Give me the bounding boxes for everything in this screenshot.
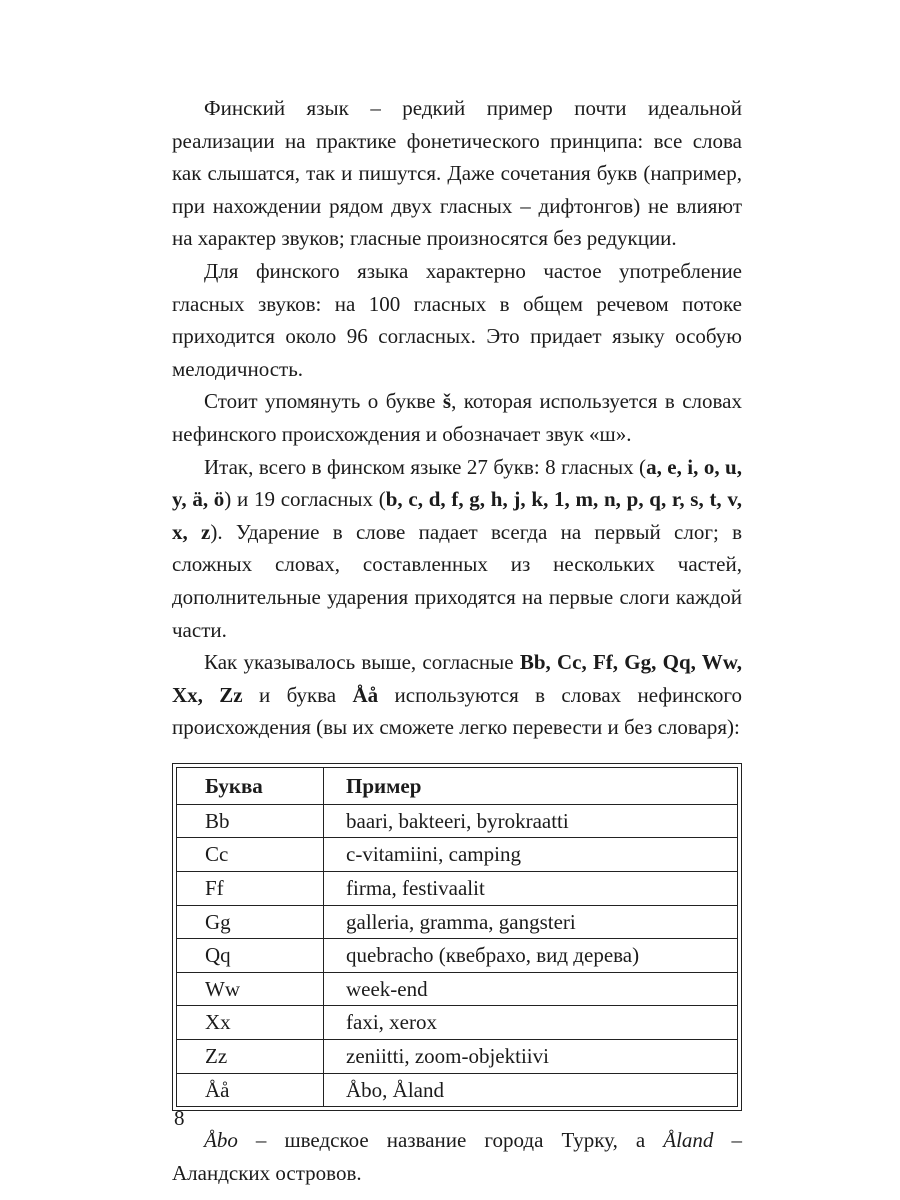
table-header-row [176, 767, 738, 805]
letter-sh: š [442, 389, 452, 414]
example-cell: week-end [324, 973, 738, 1007]
text-fragment: Стоит упомянуть о букве [204, 389, 443, 414]
table-row [176, 872, 738, 906]
header-example: Пример [324, 767, 738, 805]
table-row [176, 939, 738, 973]
paragraph-alphabet [172, 451, 742, 647]
example-cell: Åbo, Åland [324, 1074, 738, 1108]
table-row [176, 973, 738, 1007]
paragraph-foreign-letters [172, 646, 742, 744]
vowel-list: a, e, i, o, u, y, ä, ö [172, 454, 742, 512]
example-cell: galleria, gramma, gangsteri [324, 906, 738, 940]
letter-cell: Ww [176, 973, 324, 1007]
foreign-letter-list: Bb, Cc, Ff, Gg, Qq, Ww, Xx, Zz [172, 650, 742, 707]
letter-cell: Gg [176, 906, 324, 940]
paragraph-letter-sh [172, 385, 742, 450]
table-row [176, 906, 738, 940]
text-fragment: Как указывалось выше, согласные [204, 650, 520, 675]
example-cell: quebracho (квебрахо, вид дерева) [324, 939, 738, 973]
term-abo: Åbo [204, 1128, 238, 1153]
paragraph-vowels: Для финского языка характерно частое употребление гласных звуков: на 100 гласных в общем речевом потоке приходится около 96 согласных. Это придает языку особую мелодичность. [172, 258, 742, 381]
term-aland: Åland [663, 1128, 714, 1153]
text-fragment: ). Ударение в слове падает всегда на первый слог; в сложных словах, составленных из нескольких частей, дополнительные ударения приходятся на первые слоги каждой части. [172, 519, 742, 642]
paragraph-intro: Финский язык – редкий пример почти идеальной реализации на практике фонетического принципа: все слова как слышатся, так и пишутся. Даже сочетания букв (например, при нахождении рядом двух гласных – дифтонгов) не влияют на характер звуков; гласные произносятся без редукции. [172, 96, 742, 251]
letter-cell: Qq [176, 939, 324, 973]
page-number: 8 [174, 1106, 185, 1130]
letter-cell: Cc [176, 838, 324, 872]
text-fragment: – шведское название города Турку, а [237, 1128, 664, 1153]
header-letter: Буква [176, 767, 324, 805]
example-cell: firma, festivaalit [324, 872, 738, 906]
text-fragment: используются в словах нефинского происхождения (вы их сможете легко перевести и без словаря): [172, 682, 742, 740]
consonant-list: b, c, d, f, g, h, j, k, 1, m, n, p, q, r, s, t, v, x, z [172, 487, 743, 544]
letter-cell: Xx [176, 1006, 324, 1040]
example-cell: faxi, xerox [324, 1006, 738, 1040]
letter-cell: Åå [176, 1074, 324, 1108]
text-fragment: ) и 19 согласных ( [224, 487, 386, 512]
footnote-paragraph [172, 1124, 742, 1189]
table-row [176, 805, 738, 839]
table-row [176, 1074, 738, 1108]
table-row [176, 1006, 738, 1040]
text-fragment: – Аландских островов. [172, 1128, 743, 1185]
table-row [176, 838, 738, 872]
text-fragment: Итак, всего в финском языке 27 букв: 8 гласных ( [204, 454, 647, 479]
text-fragment: и буква [242, 682, 353, 707]
table-row [176, 1040, 738, 1074]
example-cell: c-vitamiini, camping [324, 838, 738, 872]
letter-a-ring: Åå [352, 682, 379, 707]
letter-cell: Bb [176, 805, 324, 839]
page-body [172, 92, 742, 1189]
example-cell: baari, bakteeri, byrokraatti [324, 805, 738, 839]
text-fragment: , которая используется в словах нефинского происхождения и обозначает звук «ш». [172, 389, 742, 446]
letter-cell: Ff [176, 872, 324, 906]
letter-cell: Zz [176, 1040, 324, 1074]
letters-table [172, 763, 742, 1111]
example-cell: zeniitti, zoom-objektiivi [324, 1040, 738, 1074]
